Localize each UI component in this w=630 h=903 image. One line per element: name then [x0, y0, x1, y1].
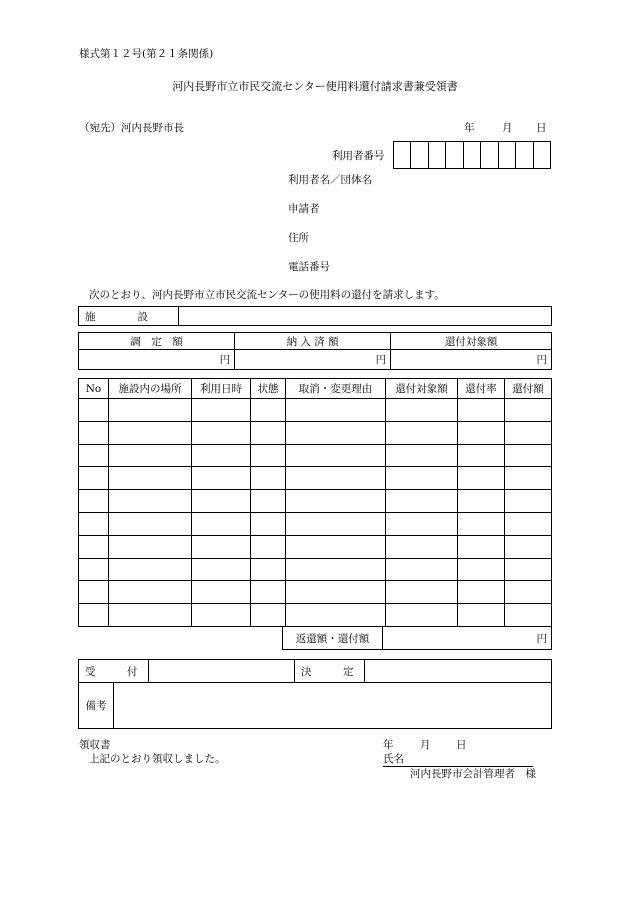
received-input[interactable] — [149, 660, 295, 683]
user-name-label: 利用者名／団体名 — [288, 174, 372, 186]
table-row[interactable] — [79, 490, 552, 513]
office-table — [78, 659, 552, 683]
user-number-digit[interactable] — [446, 142, 463, 169]
decision-label: 決 定 — [295, 660, 365, 683]
remarks-label: 備考 — [79, 683, 114, 729]
user-number-boxes[interactable] — [393, 141, 551, 169]
date-year-label: 年 — [464, 122, 475, 134]
table-row[interactable] — [79, 421, 552, 444]
phone-label: 電話番号 — [288, 261, 330, 273]
table-row[interactable] — [79, 604, 552, 627]
amounts-table — [78, 332, 552, 370]
refund-target-cell[interactable] — [391, 350, 552, 370]
user-number-digit[interactable] — [428, 142, 445, 169]
yen-unit: 円 — [375, 354, 387, 366]
date-day-label: 日 — [536, 122, 547, 134]
total-table — [282, 626, 552, 650]
refund-target-header: 還付対象額 — [391, 333, 552, 350]
facility-label: 施 設 — [79, 307, 179, 326]
receipt-month-label: 月 — [420, 739, 431, 751]
col-header-datetime: 利用日時 — [192, 379, 251, 399]
facility-table — [78, 306, 552, 326]
receipt-title: 領収書 — [79, 739, 111, 751]
decision-input[interactable] — [365, 660, 552, 683]
user-number-digit[interactable] — [516, 142, 533, 169]
paid-amount-cell[interactable] — [235, 350, 391, 370]
col-header-refund-target: 還付対象額 — [386, 379, 458, 399]
table-row[interactable] — [79, 444, 552, 467]
addressee: （宛先）河内長野市長 — [79, 122, 184, 134]
col-header-status: 状態 — [251, 379, 286, 399]
receipt-recipient: 河内長野市会計管理者 様 — [410, 768, 536, 780]
user-number-digit[interactable] — [498, 142, 515, 169]
user-number-digit[interactable] — [463, 142, 480, 169]
form-code: 様式第１２号(第２１条関係) — [79, 48, 214, 60]
yen-unit: 円 — [536, 632, 547, 645]
receipt-statement: 上記のとおり領収しました。 — [89, 753, 226, 765]
user-number-label: 利用者番号 — [332, 150, 385, 162]
assessed-amount-header: 調 定 額 — [79, 333, 235, 350]
user-number-digit[interactable] — [481, 142, 498, 169]
col-header-no: No — [79, 379, 109, 399]
facility-input[interactable] — [179, 307, 552, 326]
total-label: 返還額・還付額 — [283, 627, 383, 650]
page-title: 河内長野市立市民交流センター使用料還付請求書兼受領書 — [172, 80, 458, 93]
col-header-location: 施設内の場所 — [109, 379, 192, 399]
col-header-refund-amount: 還付額 — [505, 379, 552, 399]
remarks-table — [78, 682, 552, 729]
table-row[interactable] — [79, 558, 552, 581]
table-row[interactable] — [79, 467, 552, 490]
applicant-label: 申請者 — [288, 203, 320, 215]
remarks-input[interactable] — [114, 683, 552, 729]
user-number-digit[interactable] — [533, 142, 551, 169]
user-number-digit[interactable] — [411, 142, 428, 169]
request-statement: 次のとおり、河内長野市立市民交流センターの使用料の還付を請求します。 — [89, 289, 445, 301]
receipt-day-label: 日 — [456, 739, 467, 751]
paid-amount-header: 納 入 済 額 — [235, 333, 391, 350]
table-row[interactable] — [79, 399, 552, 422]
address-label: 住所 — [288, 232, 309, 244]
receipt-name-label: 氏名 — [383, 753, 404, 765]
assessed-amount-cell[interactable] — [79, 350, 235, 370]
col-header-reason: 取消・変更理由 — [286, 379, 386, 399]
detail-table — [78, 378, 552, 627]
yen-unit: 円 — [536, 354, 547, 366]
yen-unit: 円 — [219, 354, 231, 366]
table-row[interactable] — [79, 512, 552, 535]
total-amount-cell[interactable] — [383, 627, 552, 650]
col-header-refund-rate: 還付率 — [458, 379, 505, 399]
date-month-label: 月 — [502, 122, 513, 134]
receipt-year-label: 年 — [383, 739, 394, 751]
receipt-name-field[interactable] — [383, 751, 533, 767]
received-label: 受 付 — [79, 660, 149, 683]
user-number-digit[interactable] — [394, 142, 411, 169]
table-row[interactable] — [79, 581, 552, 604]
table-row[interactable] — [79, 535, 552, 558]
